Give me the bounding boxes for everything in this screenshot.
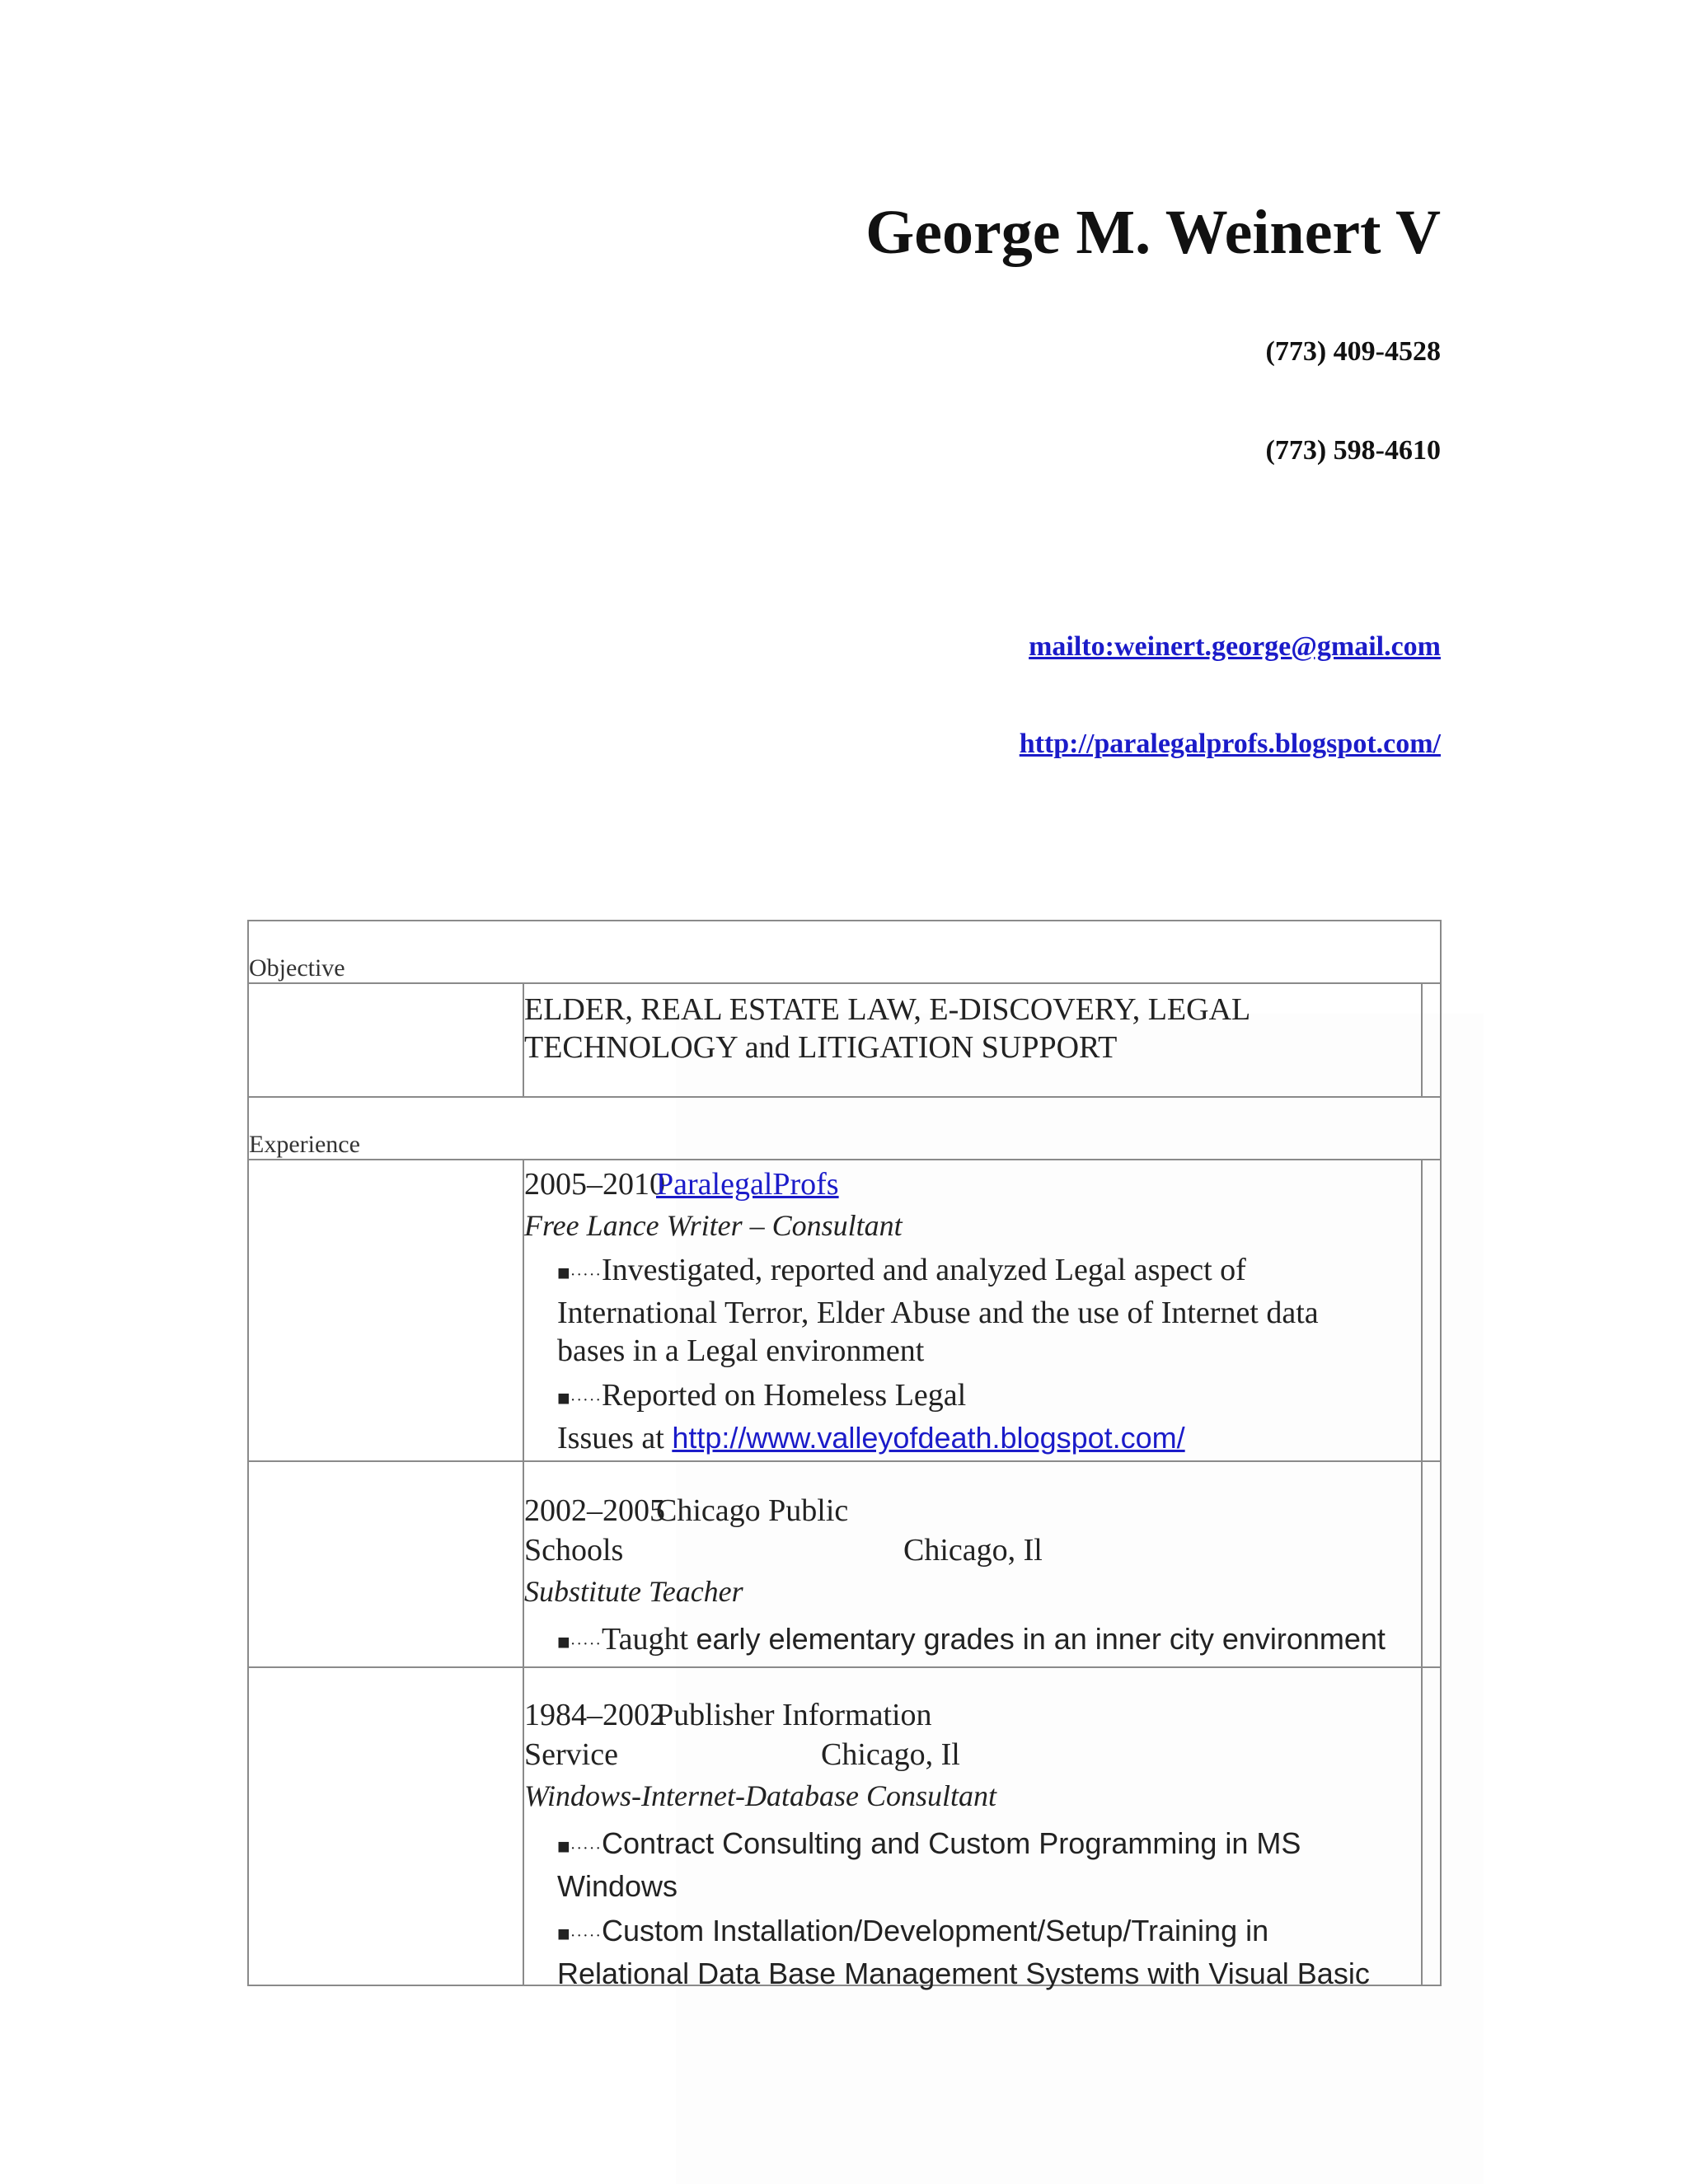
job-title: Windows-Internet-Database Consultant	[524, 1779, 996, 1812]
job-heading	[524, 1165, 1414, 1207]
bullet-item	[524, 1251, 1414, 1370]
bullet-text: Windows	[557, 1869, 678, 1903]
employer-name-line: Schools	[524, 1533, 624, 1568]
job-dates: 2002–2005	[524, 1493, 665, 1528]
employer-link[interactable]: ParalegalProfs	[656, 1167, 839, 1202]
column-divider	[1421, 1668, 1423, 1985]
bullet-text: early elementary grades in an inner city environment	[696, 1622, 1386, 1656]
column-divider	[1421, 984, 1423, 1096]
job-heading	[524, 1492, 1414, 1531]
blog-link[interactable]: http://paralegalprofs.blogspot.com/	[1019, 729, 1441, 759]
bullet-icon: ■	[557, 1835, 570, 1858]
job-title: Substitute Teacher	[524, 1575, 743, 1608]
column-divider	[1421, 1160, 1423, 1460]
job-details	[524, 1165, 1414, 1457]
applicant-name: George M. Weinert V	[865, 198, 1441, 267]
bullet-text: Investigated, reported and analyzed Legal aspect of	[602, 1253, 1246, 1287]
bullet-dots: ·····	[570, 1840, 603, 1858]
bullet-icon: ■	[557, 1261, 570, 1285]
job-title: Free Lance Writer – Consultant	[524, 1209, 903, 1242]
bullet-text: Relational Data Base Management Systems with Visual Basic	[557, 1957, 1370, 1990]
bullet-text: Custom Installation/Development/Setup/Training in	[602, 1914, 1269, 1947]
employer-name	[590, 1493, 849, 1528]
bullet-item	[524, 1825, 1414, 1905]
homeless-blog-link[interactable]: http://www.valleyofdeath.blogspot.com/	[672, 1421, 1185, 1455]
bullet-item	[524, 1912, 1414, 1993]
phone-number-primary: (773) 409-4528	[1265, 336, 1441, 367]
bullet-text: Taught	[602, 1622, 696, 1657]
objective-line: TECHNOLOGY and LITIGATION SUPPORT	[524, 1030, 1118, 1065]
employer-name-line: Chicago Public	[656, 1493, 849, 1528]
bullet-text: Contract Consulting and Custom Programming in MS	[602, 1826, 1301, 1860]
bullet-icon: ■	[557, 1386, 570, 1410]
job-location: Chicago, Il	[821, 1737, 960, 1772]
experience-label: Experience	[249, 1131, 360, 1158]
email-link[interactable]: mailto:weinert.george@gmail.com	[1029, 631, 1441, 662]
employer-line-2	[524, 1736, 1414, 1777]
job-heading	[524, 1696, 1414, 1736]
bullet-text: bases in a Legal environment	[557, 1333, 925, 1368]
job-details	[524, 1492, 1414, 1663]
job-entry	[249, 1462, 1440, 1668]
job-dates: 2005–2010	[524, 1167, 665, 1202]
bullet-text: Reported on Homeless Legal	[602, 1378, 967, 1413]
objective-section-row	[249, 921, 1440, 984]
job-dates: 1984–2002	[524, 1698, 665, 1732]
job-entry	[249, 1668, 1440, 1990]
bullet-dots: ·····	[570, 1391, 603, 1409]
job-location: Chicago, Il	[903, 1533, 1043, 1568]
column-divider	[1421, 1462, 1423, 1666]
resume-table	[247, 920, 1442, 1990]
bullet-text: Issues at	[557, 1421, 673, 1455]
objective-label: Objective	[249, 954, 345, 982]
bullet-dots: ·····	[570, 1927, 603, 1945]
objective-content-row	[249, 984, 1440, 1098]
bullet-dots: ·····	[570, 1635, 603, 1653]
objective-line: ELDER, REAL ESTATE LAW, E-DISCOVERY, LEGAL	[524, 992, 1251, 1027]
employer-name-line: Publisher Information	[656, 1698, 932, 1732]
bullet-dots: ·····	[570, 1266, 603, 1284]
bullet-text: International Terror, Elder Abuse and the use of Internet data	[557, 1296, 1319, 1330]
bullet-item	[524, 1620, 1414, 1663]
objective-text	[524, 991, 1414, 1066]
phone-number-secondary: (773) 598-4610	[1265, 435, 1441, 466]
bullet-icon: ■	[557, 1630, 570, 1654]
job-details	[524, 1696, 1414, 1993]
job-entry	[249, 1160, 1440, 1462]
experience-section-row	[249, 1098, 1440, 1160]
employer-line-2	[524, 1531, 1414, 1572]
employer-name-line: Service	[524, 1737, 618, 1772]
bullet-item	[524, 1376, 1414, 1457]
bullet-icon: ■	[557, 1922, 570, 1946]
